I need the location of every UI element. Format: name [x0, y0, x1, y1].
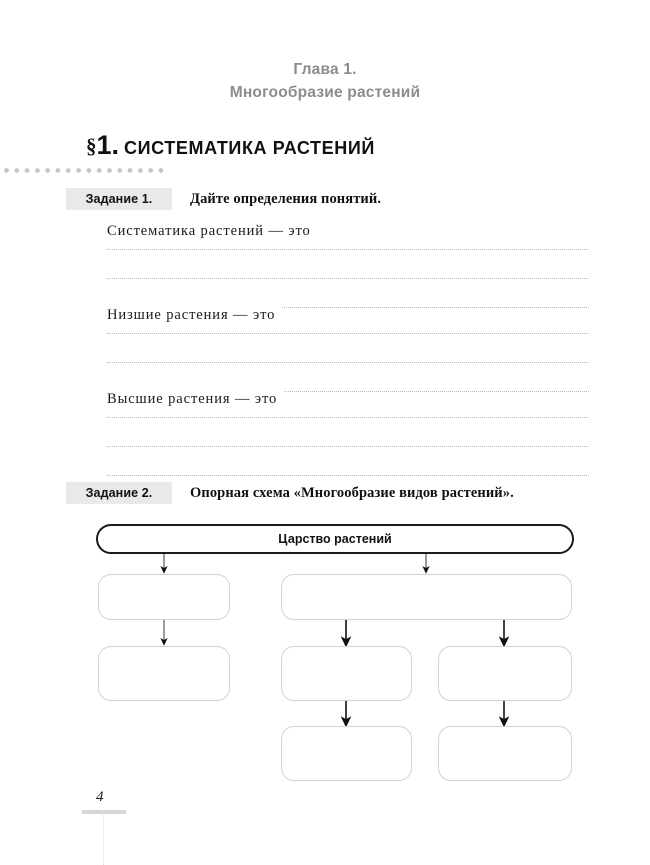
definition-block-3	[107, 390, 589, 476]
section-symbol: §	[86, 134, 97, 158]
definition-term-3: Высшие растения — это	[107, 391, 283, 407]
scheme-node-root	[96, 524, 574, 554]
scheme-node-empty-5[interactable]	[438, 646, 572, 701]
definition-term-row	[107, 222, 589, 250]
chapter-number: Глава 1.	[293, 61, 357, 78]
task-1-header	[66, 188, 381, 210]
scheme-node-root-label: Царство растений	[278, 532, 392, 546]
scheme-node-empty-1[interactable]	[98, 574, 230, 620]
task-1-badge: Задание 1.	[66, 188, 172, 210]
scheme-node-empty-4[interactable]	[281, 646, 412, 701]
scheme-node-empty-6[interactable]	[281, 726, 412, 781]
definition-block-1	[107, 222, 589, 308]
definition-term-2: Низшие растения — это	[107, 307, 281, 323]
chapter-title: Многообразие растений	[229, 84, 421, 101]
answer-line[interactable]	[107, 334, 589, 363]
definition-term-row	[107, 390, 589, 418]
dotted-rule-decoration	[4, 168, 164, 173]
scheme-node-empty-7[interactable]	[438, 726, 572, 781]
section-title-text: СИСТЕМАТИКА РАСТЕНИЙ	[124, 138, 375, 158]
answer-line[interactable]	[107, 447, 589, 476]
answer-line[interactable]	[107, 418, 589, 447]
answer-line[interactable]	[107, 249, 589, 250]
task-2-header	[66, 482, 514, 504]
definition-block-2	[107, 306, 589, 392]
answer-line[interactable]	[107, 417, 589, 418]
task-2-instruction: Опорная схема «Многообразие видов растений».	[190, 484, 514, 501]
footer-tail-rule	[103, 815, 105, 865]
answer-line[interactable]	[107, 333, 589, 334]
chapter-header	[0, 58, 650, 104]
section-title	[86, 130, 375, 161]
task-2-badge: Задание 2.	[66, 482, 172, 504]
answer-line[interactable]	[107, 250, 589, 279]
scheme-node-empty-2[interactable]	[281, 574, 572, 620]
task-1-instruction: Дайте определения понятий.	[190, 190, 382, 207]
answer-line[interactable]	[107, 279, 589, 308]
scheme-node-empty-3[interactable]	[98, 646, 230, 701]
answer-line[interactable]	[107, 363, 589, 392]
page-number: 4	[96, 789, 104, 805]
definition-term-row	[107, 306, 589, 334]
section-number: 1.	[96, 130, 120, 160]
definition-term-1: Систематика растений — это	[107, 223, 317, 239]
footer-rule	[82, 810, 126, 814]
